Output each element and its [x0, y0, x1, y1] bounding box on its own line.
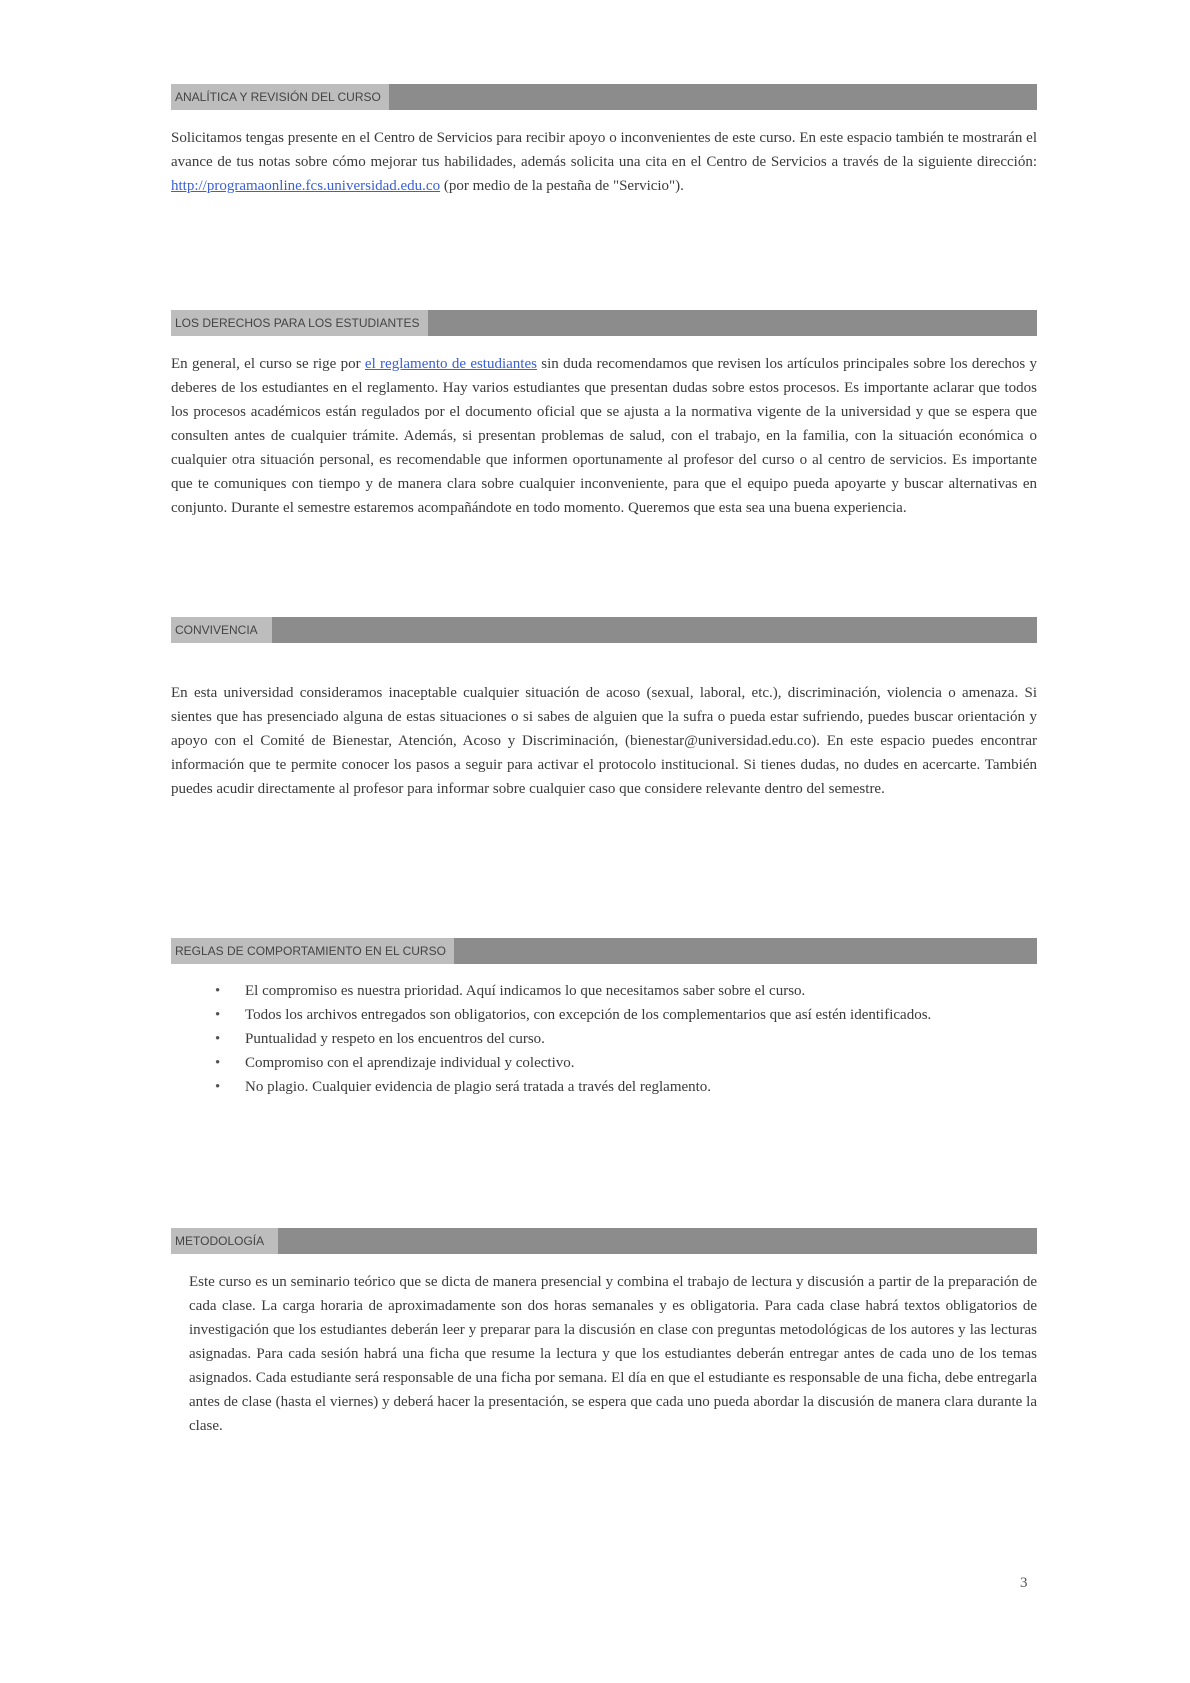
regulation-link[interactable]: el reglamento de estudiantes: [364, 356, 537, 372]
section-heading: ANALÍTICA Y REVISIÓN DEL CURSO: [171, 84, 389, 110]
section-methodology: [171, 1228, 1037, 1438]
section-paragraph: [171, 352, 1037, 520]
section-heading: METODOLOGÍA: [171, 1228, 278, 1254]
paragraph-text: En general, el curso se rige por: [171, 356, 365, 372]
section-coexistence: [171, 617, 1037, 801]
section-heading-bar: [171, 310, 1037, 336]
services-link[interactable]: http://programaonline.fcs.universidad.edu.co: [171, 178, 441, 194]
section-paragraph: En esta universidad consideramos inaceptable cualquier situación de acoso (sexual, laboral, etc.), discriminación, violencia o amenaza. Si sientes que has presenciado alguna de estas situaciones o si sabes de alguien que la sufra o pueda estar sufriendo, puedes buscar orientación y apoyo con el Comité de Bienestar, Atención, Acoso y Discriminación, (bienestar@universidad.edu.co). En este espacio puedes encontrar información que te permite conocer los pasos a seguir para activar el protocolo institucional. Si tienes dudas, no dudes en acercarte. También puedes acudir directamente al profesor para informar sobre cualquier caso que considere relevante dentro del semestre.: [171, 685, 1037, 797]
section-behavior-rules: [171, 938, 1037, 1100]
section-paragraph: Este curso es un seminario teórico que se dicta de manera presencial y combina el trabajo de lectura y discusión a partir de la preparación de cada clase. La carga horaria de aproximadamente son dos horas semanales y es obligatoria. Para cada clase habrá textos obligatorios de investigación que los estudiantes deberán leer y preparar para la discusión en clase con preguntas metodológicas de los autores y las lecturas asignadas. Para cada sesión habrá una ficha que resume la lectura y que los estudiantes deberán entregar antes de cada uno de los temas asignados. Cada estudiante será responsable de una ficha por semana. El día en que el estudiante es responsable de una ficha, debe entregarla antes de clase (hasta el viernes) y deberá hacer la presentación, se espera que cada uno pueda abordar la discusión de manera clara durante la clase.: [189, 1274, 1037, 1434]
section-heading: REGLAS DE COMPORTAMIENTO EN EL CURSO: [171, 938, 454, 964]
section-heading: LOS DERECHOS PARA LOS ESTUDIANTES: [171, 310, 428, 336]
list-item: • Compromiso con el aprendizaje individual y colectivo.: [245, 1052, 1037, 1074]
section-heading-bar: [171, 1228, 1037, 1254]
paragraph-text: (por medio de la pestaña de "Servicio").: [440, 178, 684, 194]
section-analytics: [171, 84, 1037, 198]
section-heading-bar: [171, 938, 1037, 964]
paragraph-text: Solicitamos tengas presente en el Centro de Servicios para recibir apoyo o inconvenientes de este curso. En este espacio también te mostrarán el avance de tus notas sobre cómo mejorar tus habilidades, además solicita una cita en el Centro de Servicios a través de la siguiente dirección:: [171, 130, 1037, 170]
section-heading: CONVIVENCIA: [171, 617, 272, 643]
rules-list: [171, 980, 1037, 1098]
page-number: 3: [1020, 1575, 1028, 1591]
list-item: • Todos los archivos entregados son obligatorios, con excepción de los complementarios que así estén identificados.: [245, 1004, 1037, 1026]
list-item: • No plagio. Cualquier evidencia de plagio será tratada a través del reglamento.: [245, 1076, 1037, 1098]
section-paragraph: [171, 126, 1037, 198]
section-heading-bar: [171, 617, 1037, 643]
list-item: • El compromiso es nuestra prioridad. Aquí indicamos lo que necesitamos saber sobre el curso.: [245, 980, 1037, 1002]
section-heading-bar: [171, 84, 1037, 110]
list-item: • Puntualidad y respeto en los encuentros del curso.: [245, 1028, 1037, 1050]
section-student-rights: [171, 310, 1037, 520]
paragraph-text: sin duda recomendamos que revisen los artículos principales sobre los derechos y deberes de los estudiantes en el reglamento. Hay varios estudiantes que presentan dudas sobre estos procesos. Es importante aclarar que todos los procesos académicos están regulados por el documento oficial que se ajusta a la normativa vigente de la universidad y que se espera que consulten antes de cualquier trámite. Además, si presentan problemas de salud, con el trabajo, en la familia, con la situación económica o cualquier otra situación personal, es recomendable que informen oportunamente al profesor del curso o al centro de servicios. Es importante que te comuniques con tiempo y de manera clara sobre cualquier inconveniente, para que el equipo pueda apoyarte y buscar alternativas en conjunto. Durante el semestre estaremos acompañándote en todo momento. Queremos que esta sea una buena experiencia.: [171, 356, 1037, 516]
